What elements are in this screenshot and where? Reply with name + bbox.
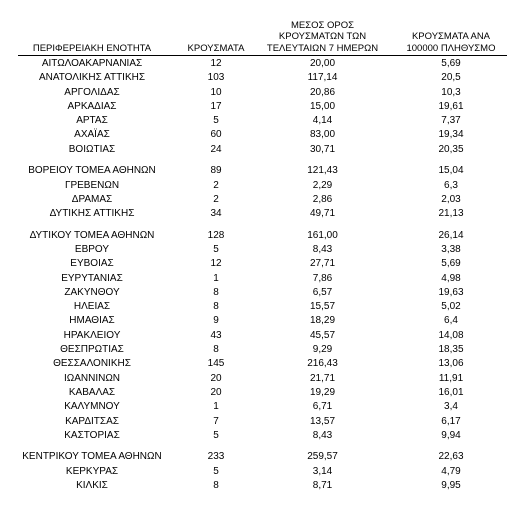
cases-cell: 1 [213, 272, 219, 284]
per100k-cell: 20,5 [441, 72, 461, 84]
per100k-cell: 5,69 [441, 58, 461, 69]
region-cell: ΕΥΡΥΤΑΝΙΑΣ [61, 272, 123, 284]
avg7-cell: 15,57 [309, 301, 336, 313]
per100k-cell: 14,08 [438, 329, 464, 341]
per100k-cell: 20,35 [438, 143, 464, 155]
table-row [0, 179, 515, 193]
per100k-cell: 19,63 [438, 286, 464, 298]
table-row [0, 314, 515, 328]
table-row [0, 329, 515, 343]
cases-cell: 233 [207, 451, 225, 463]
avg7-cell: 6,57 [312, 286, 333, 298]
cases-cell: 12 [210, 58, 222, 69]
cases-cell: 5 [213, 465, 219, 477]
region-cell: ΗΛΕΙΑΣ [73, 301, 111, 313]
table-header [0, 14, 515, 54]
per100k-cell: 19,61 [438, 100, 464, 112]
cases-cell: 34 [210, 208, 222, 220]
table-row [0, 229, 515, 243]
per100k-cell: 9,94 [441, 429, 461, 441]
header-divider [18, 55, 507, 56]
region-cell: ΚΑΡΔΙΤΣΑΣ [65, 415, 119, 427]
header-avg7-line1: ΜΕΣΟΣ ΟΡΟΣ [290, 19, 354, 31]
per100k-cell: 18,35 [438, 344, 464, 356]
cases-cell: 7 [213, 415, 219, 427]
table-row [0, 114, 515, 128]
table-row [0, 343, 515, 357]
avg7-cell: 8,43 [312, 429, 333, 441]
cases-cell: 145 [207, 358, 225, 370]
per100k-cell: 7,37 [441, 115, 461, 127]
cases-cell: 60 [210, 129, 222, 141]
table-row [0, 429, 515, 443]
cases-cell: 43 [210, 329, 222, 341]
region-cell: ΕΥΒΟΙΑΣ [70, 258, 114, 270]
region-cell: ΑΡΓΟΛΙΔΑΣ [64, 86, 120, 98]
per100k-cell: 21,13 [438, 208, 464, 220]
header-cases: ΚΡΟΥΣΜΑΤΑ [187, 42, 245, 54]
header-avg7-line2: ΚΡΟΥΣΜΑΤΩΝ ΤΩΝ [278, 31, 367, 42]
region-cell: ΚΕΝΤΡΙΚΟΥ ΤΟΜΕΑ ΑΘΗΝΩΝ [22, 451, 162, 463]
avg7-cell: 121,43 [307, 165, 338, 177]
header-per100k [395, 31, 507, 54]
cases-cell: 5 [213, 115, 219, 127]
region-cell: ΑΙΤΩΛΟΑΚΑΡΝΑΝΙΑΣ [41, 58, 143, 69]
region-cell: ΔΡΑΜΑΣ [71, 193, 113, 205]
avg7-cell: 15,00 [309, 100, 336, 112]
per100k-cell: 13,06 [438, 358, 464, 370]
region-cell: ΚΙΛΚΙΣ [76, 479, 108, 491]
cases-cell: 103 [207, 72, 225, 84]
region-cell: ΑΧΑΪΑΣ [74, 129, 110, 141]
region-cell: ΔΥΤΙΚΗΣ ΑΤΤΙΚΗΣ [49, 208, 135, 220]
table-row [0, 164, 515, 178]
region-cell: ΘΕΣΣΑΛΟΝΙΚΗΣ [53, 358, 131, 370]
per100k-cell: 10,3 [441, 86, 461, 98]
avg7-cell: 18,29 [309, 315, 336, 327]
per100k-cell: 9,95 [441, 479, 461, 491]
cases-cell: 20 [210, 386, 222, 398]
table-row [0, 257, 515, 271]
cases-cell: 1 [213, 401, 219, 413]
cases-cell: 12 [210, 258, 222, 270]
per100k-cell: 6,17 [441, 415, 461, 427]
avg7-cell: 27,71 [309, 258, 336, 270]
table-row [0, 479, 515, 493]
avg7-cell: 13,57 [309, 415, 336, 427]
cases-cell: 128 [207, 229, 225, 241]
region-cell: ΑΡΚΑΔΙΑΣ [67, 100, 117, 112]
per100k-cell: 6,3 [444, 179, 458, 191]
cases-cell: 5 [213, 429, 219, 441]
region-cell: ΖΑΚΥΝΘΟΥ [64, 286, 120, 298]
per100k-cell: 5,02 [441, 301, 461, 313]
per100k-cell: 11,91 [438, 372, 464, 384]
cases-cell: 5 [213, 243, 219, 255]
table-row [0, 286, 515, 300]
table-row [0, 450, 515, 464]
avg7-cell: 161,00 [307, 229, 338, 241]
region-cell: ΓΡΕΒΕΝΩΝ [64, 179, 120, 191]
per100k-cell: 5,69 [441, 258, 461, 270]
region-cell: ΙΩΑΝΝΙΝΩΝ [63, 372, 121, 384]
avg7-cell: 20,86 [309, 86, 336, 98]
region-cell: ΚΕΡΚΥΡΑΣ [65, 465, 119, 477]
avg7-cell: 20,00 [309, 58, 336, 69]
cases-cell: 8 [213, 301, 219, 313]
cases-cell: 2 [213, 179, 219, 191]
avg7-cell: 7,86 [312, 272, 333, 284]
avg7-cell: 259,57 [307, 451, 338, 463]
table-row [0, 86, 515, 100]
region-cell: ΑΝΑΤΟΛΙΚΗΣ ΑΤΤΙΚΗΣ [38, 72, 146, 84]
avg7-cell: 45,57 [309, 329, 336, 341]
per100k-cell: 22,63 [438, 451, 464, 463]
table-row [0, 100, 515, 114]
per100k-cell: 2,03 [441, 193, 461, 205]
table-row [0, 128, 515, 142]
table-row [0, 272, 515, 286]
avg7-cell: 117,14 [307, 72, 338, 84]
avg7-cell: 49,71 [309, 208, 336, 220]
avg7-cell: 19,29 [309, 386, 336, 398]
cases-cell: 2 [213, 193, 219, 205]
table-body [0, 57, 515, 493]
per100k-cell: 3,4 [444, 401, 458, 413]
table-row [0, 372, 515, 386]
region-cell: ΚΑΣΤΟΡΙΑΣ [64, 429, 120, 441]
header-per100k-line1: ΚΡΟΥΣΜΑΤΑ ΑΝΑ [411, 31, 491, 42]
region-cell: ΗΜΑΘΙΑΣ [69, 315, 115, 327]
avg7-cell: 9,29 [312, 344, 333, 356]
avg7-cell: 2,29 [312, 179, 333, 191]
table-row [0, 243, 515, 257]
region-cell: ΕΒΡΟΥ [74, 243, 110, 255]
per100k-cell: 15,04 [438, 165, 464, 177]
table-row [0, 465, 515, 479]
avg7-cell: 21,71 [309, 372, 336, 384]
per100k-cell: 19,34 [438, 129, 464, 141]
cases-cell: 8 [213, 344, 219, 356]
avg7-cell: 2,86 [312, 193, 333, 205]
avg7-cell: 83,00 [309, 129, 336, 141]
table-row [0, 71, 515, 85]
region-cell: ΒΟΡΕΙΟΥ ΤΟΜΕΑ ΑΘΗΝΩΝ [28, 165, 156, 177]
table-row [0, 143, 515, 157]
region-cell: ΚΑΛΥΜΝΟΥ [64, 401, 120, 413]
per100k-cell: 16,01 [438, 386, 464, 398]
cases-cell: 24 [210, 143, 222, 155]
per100k-cell: 3,38 [441, 243, 461, 255]
region-cell: ΒΟΙΩΤΙΑΣ [68, 143, 116, 155]
avg7-cell: 6,71 [312, 401, 333, 413]
header-avg7-line3: ΤΕΛΕΥΤΑΙΩΝ 7 ΗΜΕΡΩΝ [266, 42, 379, 54]
region-cell: ΚΑΒΑΛΑΣ [68, 386, 116, 398]
table-row [0, 400, 515, 414]
region-cell: ΔΥΤΙΚΟΥ ΤΟΜΕΑ ΑΘΗΝΩΝ [29, 229, 155, 241]
cases-cell: 89 [210, 165, 222, 177]
avg7-cell: 3,14 [312, 465, 333, 477]
per100k-cell: 6,4 [444, 315, 458, 327]
table-row [0, 357, 515, 371]
avg7-cell: 30,71 [309, 143, 336, 155]
header-avg7 [255, 20, 390, 55]
table-row [0, 415, 515, 429]
cases-cell: 17 [210, 100, 222, 112]
cases-cell: 9 [213, 315, 219, 327]
avg7-cell: 216,43 [307, 358, 338, 370]
region-cell: ΑΡΤΑΣ [76, 115, 108, 127]
avg7-cell: 4,14 [312, 115, 333, 127]
per100k-cell: 4,79 [441, 465, 461, 477]
cases-cell: 10 [210, 86, 222, 98]
per100k-cell: 26,14 [438, 229, 464, 241]
table-row [0, 386, 515, 400]
per100k-cell: 4,98 [441, 272, 461, 284]
cases-cell: 20 [210, 372, 222, 384]
avg7-cell: 8,43 [312, 243, 333, 255]
cases-cell: 8 [213, 286, 219, 298]
header-per100k-line2: 100000 ΠΛΗΘΥΣΜΟ [406, 42, 496, 54]
table-row [0, 300, 515, 314]
table-row [0, 207, 515, 221]
region-cell: ΗΡΑΚΛΕΙΟΥ [63, 329, 121, 341]
region-cell: ΘΕΣΠΡΩΤΙΑΣ [60, 344, 124, 356]
table-row [0, 193, 515, 207]
avg7-cell: 8,71 [312, 479, 333, 491]
table-row [0, 57, 515, 71]
cases-cell: 8 [213, 479, 219, 491]
header-region: ΠΕΡΙΦΕΡΕΙΑΚΗ ΕΝΟΤΗΤΑ [32, 42, 152, 54]
